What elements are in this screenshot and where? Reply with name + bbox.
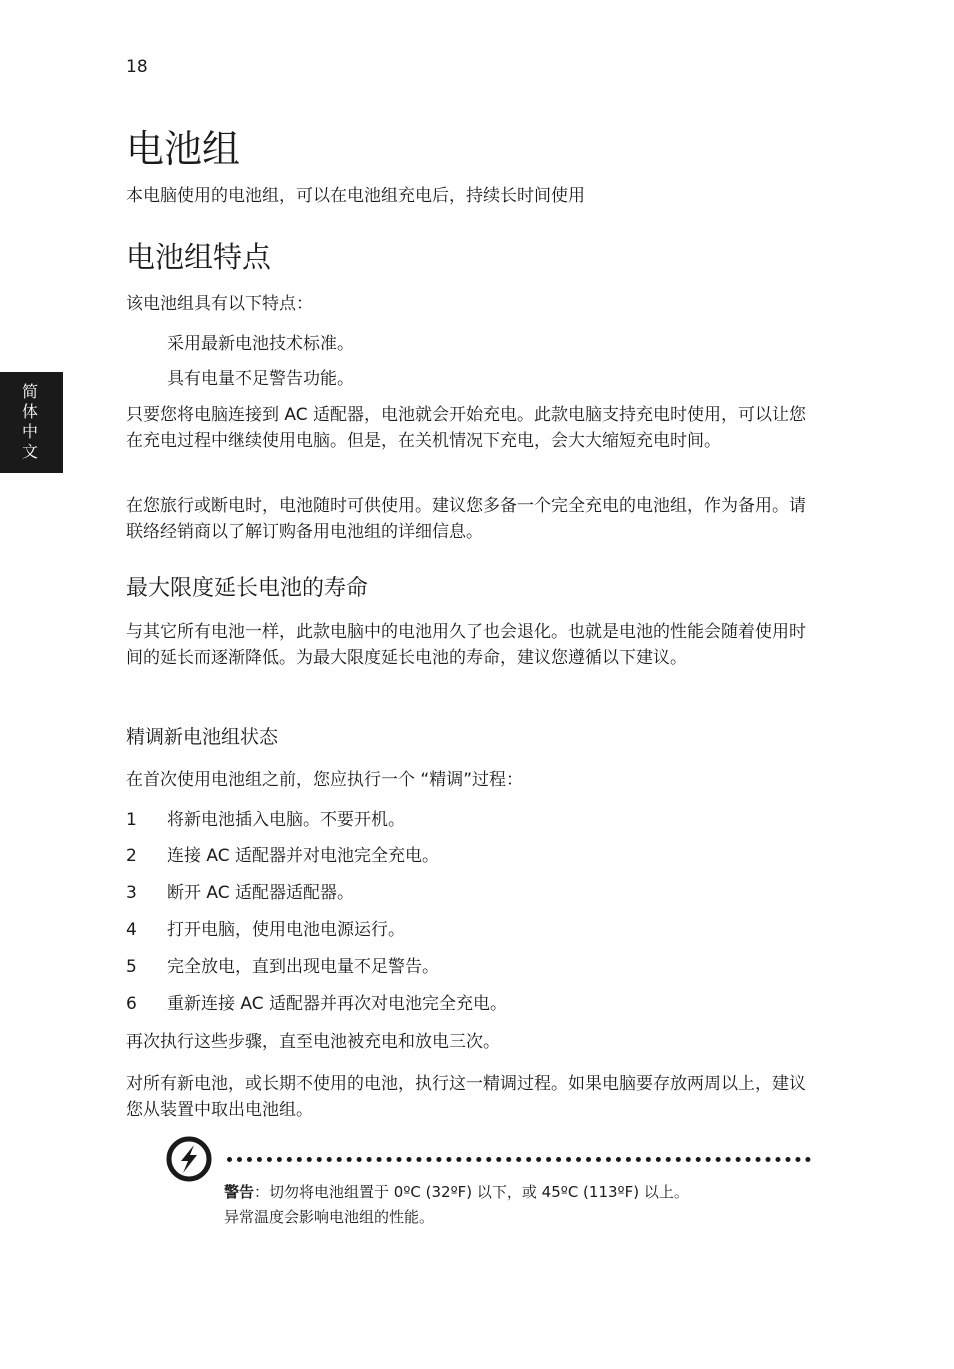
warning-text: ：切勿将电池组置于 0ºC (32ºF) 以下，或 45ºC (113ºF) 以上。 <box>254 1183 689 1201</box>
step-item <box>126 989 507 1014</box>
step-item <box>126 878 354 903</box>
step-text: 打开电脑，使用电池电源运行。 <box>167 920 405 940</box>
warning-lightning-icon <box>166 1136 212 1182</box>
step-text: 完全放电，直到出现电量不足警告。 <box>167 957 439 977</box>
feature-item: 具有电量不足警告功能。 <box>167 369 354 389</box>
step-number: 5 <box>126 957 137 977</box>
features-heading: 电池组特点 <box>126 240 272 274</box>
side-tab-label: 简体中文 <box>21 382 38 461</box>
step-number: 2 <box>126 846 137 866</box>
step-number: 6 <box>126 994 137 1014</box>
step-text: 断开 AC 适配器适配器。 <box>167 883 355 903</box>
step-text: 重新连接 AC 适配器并再次对电池完全充电。 <box>167 994 508 1014</box>
feature-item: 采用最新电池技术标准。 <box>167 334 354 354</box>
warning-line-2: 异常温度会影响电池组的性能。 <box>224 1208 435 1226</box>
intro-paragraph: 本电脑使用的电池组，可以在电池组充电后，持续长时间使用 <box>126 186 585 206</box>
step-number: 1 <box>126 810 137 830</box>
features-paragraph-1: 只要您将电脑连接到 AC 适配器，电池就会开始充电。此款电脑支持充电时使用，可以让您在充电过程中继续使用电脑。但是，在关机情况下充电，会大大缩短充电时间。 <box>126 405 807 451</box>
maximize-heading: 最大限度延长电池的寿命 <box>126 576 369 601</box>
step-item <box>126 841 439 866</box>
warning-line-1 <box>224 1180 824 1205</box>
maximize-paragraph: 与其它所有电池一样，此款电脑中的电池用久了也会退化。也就是电池的性能会随着使用时间的延长而逐渐降低。为最大限度延长电池的寿命，建议您遵循以下建议。 <box>126 622 806 668</box>
condition-heading: 精调新电池组状态 <box>126 726 279 748</box>
features-lead: 该电池组具有以下特点： <box>126 294 313 314</box>
step-text: 连接 AC 适配器并对电池完全充电。 <box>167 846 440 866</box>
warning-divider <box>227 1157 811 1162</box>
step-item <box>126 805 405 830</box>
language-side-tab <box>0 372 63 473</box>
step-item <box>126 915 405 940</box>
step-number: 4 <box>126 920 137 940</box>
warning-label: 警告 <box>224 1183 255 1201</box>
condition-paragraph-1: 再次执行这些步骤，直至电池被充电和放电三次。 <box>126 1032 500 1052</box>
step-number: 3 <box>126 883 137 903</box>
condition-lead: 在首次使用电池组之前，您应执行一个 “精调”过程： <box>126 770 524 790</box>
step-text: 将新电池插入电脑。不要开机。 <box>167 810 405 830</box>
page-number: 18 <box>126 57 148 77</box>
warning-note <box>224 1180 824 1230</box>
page-title: 电池组 <box>126 127 241 171</box>
step-item <box>126 952 439 977</box>
features-paragraph-2: 在您旅行或断电时，电池随时可供使用。建议您多备一个完全充电的电池组，作为备用。请联络经销商以了解订购备用电池组的详细信息。 <box>126 496 806 542</box>
condition-paragraph-2: 对所有新电池，或长期不使用的电池，执行这一精调过程。如果电脑要存放两周以上，建议您从装置中取出电池组。 <box>126 1074 806 1120</box>
